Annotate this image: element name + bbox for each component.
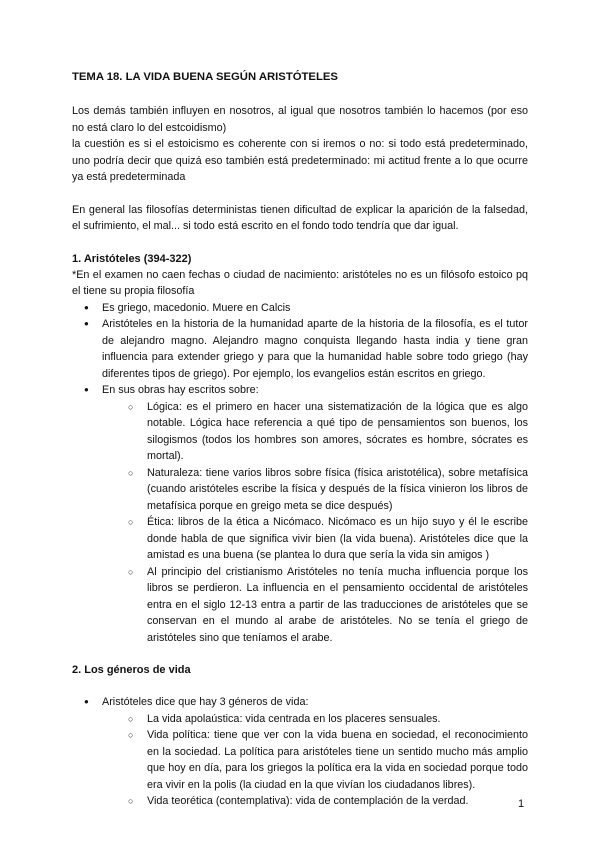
list-item-text: Aristóteles dice que hay 3 géneros de vida: (102, 696, 309, 708)
sublist-item: ○ Lógica: es el primero en hacer una sistematización de la lógica que es algo notable. Lógica hace referencia a qué tipo de pensamientos son buenos, los silogismos (todos los hombres son amores, sócrates es hombre, sócrates es mortal). (114, 399, 528, 465)
sublist-item: ○ Naturaleza: tiene varios libros sobre física (física aristotélica), sobre metafísica (cuando aristóteles escribe la física y después de la física vinieron los libros de metafísica porque en greigo meta se dice después) (114, 465, 528, 515)
document-page (72, 70, 528, 810)
intro-paragraph-3: En general las filosofías deterministas tienen dificultad de explicar la aparición de la falsedad, el sufrimiento, el mal... si todo está escrito en el fondo todo tendría que dar igual. (72, 203, 528, 232)
life-genres-sublist (102, 711, 528, 810)
document-title: TEMA 18. LA VIDA BUENA SEGÚN ARISTÓTELES (72, 71, 338, 83)
list-item: ● Aristóteles en la historia de la humanidad aparte de la historia de la filosofía, es el tutor de alejandro magno. Alejandro magno conquista llegando hasta india y tiene gran influencia para extender griego y para que la humanidad hable sobre todo griego (hay diferentes tipos de griego). Por ejemplo, los evangelios están escritos en griego. (72, 316, 528, 382)
intro-paragraph-1: Los demás también influyen en nosotros, al igual que nosotros también lo hacemos (por eso no está claro lo del estcoidismo) (72, 105, 528, 134)
sublist-item: ○ Vida política: tiene que ver con la vida buena en sociedad, el reconocimiento en la sociedad. La política para aristóteles tiene un sentido mucho más amplio que hoy en día, para los griegos la política era la vida en sociedad porque todo era vivir en la polis (la ciudad en la que vivían los ciudadanos libres). (114, 727, 528, 793)
list-item (72, 382, 528, 646)
list-item-text: En sus obras hay escritos sobre: (102, 384, 259, 396)
section-2-list (72, 694, 528, 810)
sublist-item: ○ La vida apolaústica: vida centrada en los placeres sensuales. (114, 711, 528, 728)
section-1-note: *En el examen no caen fechas o ciudad de nacimiento: aristóteles no es un filósofo estoico pq el tiene su propia filosofía (72, 268, 528, 297)
works-sublist (102, 399, 528, 647)
section-1-heading: 1. Aristóteles (394-322) (72, 252, 192, 265)
list-item (72, 694, 528, 810)
section-1-list (72, 300, 528, 647)
sublist-item: ○ Ética: libros de la ética a Nicómaco. Nicómaco es un hijo suyo y él le escribe donde habla de que significa vivir bien (la vida buena). Aristóteles dice que la amistad es una buena (se plantea lo dura que sería la vida sin amigos ) (114, 514, 528, 564)
intro-paragraph-2: la cuestión es si el estoicismo es coherente con si iremos o no: si todo está predeterminado, uno podría decir que quizá eso también está predeterminado: mi actitud frente a lo que ocurre ya está predeterminada (72, 138, 528, 183)
section-2-heading: 2. Los géneros de vida (72, 664, 191, 676)
sublist-item: ○ Al principio del cristianismo Aristóteles no tenía mucha influencia porque los libros se perdieron. La influencia en el pensamiento occidental de aristóteles entra en el siglo 12-13 entra a partir de las traducciones de aristóteles que se conservan en el mundo al arabe de aristóteles. No se tenía el griego de aristóteles sino que teníamos el arabe. (114, 564, 528, 647)
list-item: ● Es griego, macedonio. Muere en Calcis (72, 300, 528, 317)
page-number: 1 (518, 798, 525, 810)
sublist-item: ○ Vida teorética (contemplativa): vida de contemplación de la verdad. (114, 793, 528, 810)
